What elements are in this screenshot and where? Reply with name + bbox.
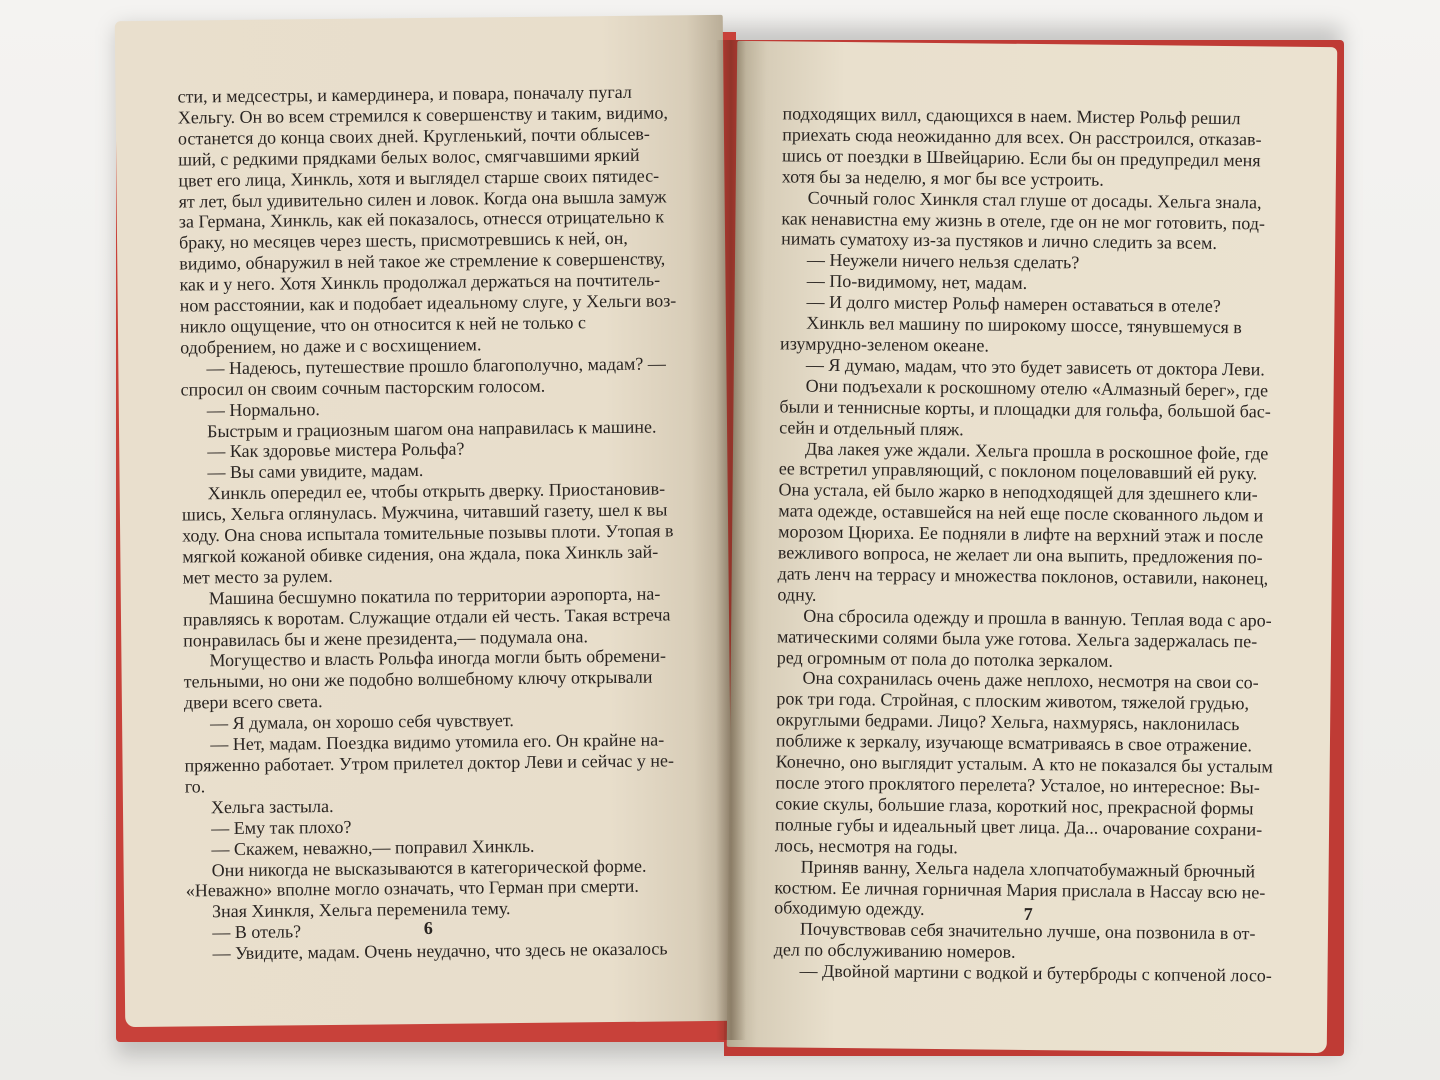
text-line: приехать сюда неожиданно для всех. Он расстроился, отказав- [782, 124, 1262, 150]
text-line: нимать суматоху из-за пустяков и лично следить за всем. [781, 228, 1218, 254]
text-line: сейн и отдельный пляж. [779, 416, 964, 439]
text-line: как и у него. Хотя Хинкль продолжал держаться на почтитель- [179, 269, 661, 295]
text-line: Хельга застыла. [210, 795, 334, 818]
text-line: Она устала, ей было жарко в неподходящей для здешнего кли- [778, 479, 1258, 505]
text-line: обходимую одежду. [774, 897, 925, 920]
text-line: вежливого вопроса, не желает ли она выпить, предложения по- [777, 542, 1263, 568]
text-line: ном расстоянии, как и подобает идеальному слуге, у Хельги воз- [179, 290, 677, 316]
right-page-number: 7 [1023, 903, 1033, 925]
text-line: Почувствовав себя значительно лучше, она позвонила в от- [799, 918, 1256, 944]
text-line: — Увидите, мадам. Очень неудачно, что здесь не оказалось [212, 938, 668, 964]
text-line: Она сбросила одежду и прошла в ванную. Теплая вода с аро- [803, 605, 1272, 631]
text-line: за Германа, Хинкль, как ей показалось, отнесся отрицательно к [178, 206, 665, 232]
text-line: го. [184, 776, 206, 797]
text-line: были и теннисные корты, и площадки для гольфа, большой бас- [779, 396, 1271, 422]
text-line: хотя бы за неделю, я мог бы все устроить. [781, 166, 1104, 190]
text-line: — В отель? [212, 921, 302, 943]
text-line: одну. [777, 584, 817, 605]
text-line: Зная Хинкля, Хельга переменила тему. [211, 898, 511, 922]
text-line: Хинкль вел машину по широкому шоссе, тянувшемуся в [806, 312, 1242, 338]
text-line: поближе к зеркалу, изучающе всматриваясь в свое отражение. [775, 730, 1253, 756]
text-line: Хинкль опередил ее, чтобы открыть дверку. Приостановив- [207, 478, 666, 504]
text-line: Они подъехали к роскошному отелю «Алмазный берег», где [805, 375, 1269, 401]
text-line: костюм. Ее личная горничная Мария прислала в Нассау всю не- [774, 876, 1266, 902]
text-line: тельными, но они же подобно волшебному ключу открывали [183, 666, 653, 692]
text-line: округлыми бедрами. Лицо? Хельга, нахмурясь, наклонилась [776, 709, 1240, 735]
text-line: Два лакея уже ждали. Хельга прошла в роскошное фойе, где [804, 438, 1269, 463]
text-line: ший, с редкими прядками белых волос, смягчавшими яркий [178, 144, 640, 170]
text-line: шись, Хельга оглянулась. Мужчина, читавший газету, шел к вы [181, 499, 668, 525]
text-line: видимо, обнаружил в ней такое же стремление к совершенству, [179, 248, 666, 274]
text-line: — Ему так плохо? [211, 816, 352, 838]
text-line: одобрением, но даже и с восхищением. [180, 334, 482, 358]
text-line: браку, но месяцев через шесть, присмотревшись к ней, он, [178, 228, 628, 253]
text-line: ят лет, был удивительно силен и ловок. Когда она вышла замуж [178, 185, 667, 212]
text-line: никло ощущение, что он относится к ней не только с [179, 312, 587, 337]
left-page-text [177, 81, 696, 964]
text-line: цвет его лица, Хинкль, хотя и выглядел старше своих пятидес- [178, 165, 660, 191]
text-line: ее встретил управляющий, с поклоном поцеловавший ей руку. [778, 458, 1258, 484]
text-line: — Вы сами увидите, мадам. [207, 460, 424, 483]
text-line: Машина бесшумно покатила по территории аэропорта, на- [208, 583, 661, 609]
text-line: — Нет, мадам. Поездка видимо утомила его. Он крайне на- [210, 729, 665, 755]
text-line: спросил он своим сочным пасторским голосом. [180, 375, 546, 400]
text-line: — Неужели ничего нельзя сделать? [806, 249, 1080, 273]
text-line: мет место за рулем. [182, 565, 333, 588]
text-line: — Скажем, неважно,— поправил Хинкль. [211, 835, 535, 859]
text-line: Приняв ванну, Хельга надела хлопчатобумажный брючный [800, 856, 1256, 881]
text-line: шись от поездки в Швейцарию. Если бы он предупредил меня [781, 145, 1261, 171]
text-line: — Я думаю, мадам, что это будет зависеть от доктора Леви. [805, 354, 1265, 380]
text-line: двери всего света. [183, 691, 323, 713]
text-line: мата одежде, оставшейся на ней еще после скованного льдом и [778, 500, 1264, 526]
text-line: Она сохранилась очень даже неплохо, несмотря на свои со- [802, 668, 1259, 693]
text-line: — Я думала, он хорошо себя чувствует. [210, 710, 514, 734]
text-line: изумрудно-зеленом океане. [780, 333, 990, 356]
text-line: — И долго мистер Рольф намерен оставаться в отеле? [806, 291, 1221, 317]
text-line: понравилась бы и жене президента,— подумала она. [183, 625, 589, 651]
text-line: дать ленч на террасу и множества поклонов, оставили, наконец, [777, 563, 1269, 589]
text-line: останется до конца своих дней. Кругленький, почти облысев- [177, 123, 650, 149]
text-line: «Неважно» вполне могло означать, что Герман при смерти. [185, 876, 639, 901]
book-gutter [716, 40, 746, 1040]
text-line: пряженно работает. Утром прилетел доктор Леви и сейчас у не- [184, 750, 675, 776]
text-line: правляясь к воротам. Служащие отдали ей честь. Такая встреча [182, 604, 671, 630]
text-line: Хельгу. Он во всем стремился к совершенству и таким, видимо, [177, 102, 669, 128]
text-line: — Надеюсь, путешествие прошло благополучно, мадам? — [206, 353, 666, 379]
text-line: Конечно, оно выглядит усталым. А кто не показался бы усталым [775, 751, 1273, 777]
text-line: рок три года. Стройная, с плоским животом, тяжелой грудью, [776, 688, 1250, 714]
text-line: мягкой кожаной обивке сидения, она ждала, пока Хинкль зай- [182, 541, 659, 567]
text-line: после этого проклятого перелета? Усталое, но интересное: Вы- [775, 772, 1260, 798]
text-line: — Как здоровье мистера Рольфа? [207, 438, 465, 462]
text-line: — Нормально. [206, 398, 320, 420]
text-line: ходу. Она снова испытала томительные позывы плоти. Утопая в [182, 520, 674, 546]
text-line: сти, и медсестры, и камердинера, и повара, поначалу пугал [177, 81, 632, 107]
right-page-text [773, 103, 1298, 986]
text-line: сокие скулы, большие глаза, короткий нос, прекрасной формы [775, 793, 1254, 819]
text-line: морозом Цюриха. Ее подняли в лифте на верхний этаж и после [778, 521, 1264, 547]
text-line: полные губы и идеальный цвет лица. Да... очарование сохрани- [774, 814, 1263, 840]
text-line: матическими солями была уже готова. Хельга задержалась пе- [776, 625, 1258, 652]
left-page-number: 6 [423, 917, 433, 939]
text-line: Сочный голос Хинкля стал глуше от досады. Хельга знала, [807, 187, 1262, 213]
text-line: Могущество и власть Рольфа иногда могли быть обремени- [209, 645, 667, 671]
text-line: Они никогда не высказываются в категорической форме. [211, 855, 647, 880]
text-line: Быстрым и грациозным шагом она направилась к машине. [206, 416, 657, 441]
text-line: лось, несмотря на годы. [774, 835, 958, 857]
right-page [727, 41, 1338, 1053]
text-line: — По-видимому, нет, мадам. [806, 270, 1028, 294]
text-line: как ненавистна ему жизнь в отеле, где он не мог готовить, под- [781, 207, 1266, 233]
text-line: подходящих вилл, сдающихся в наем. Мистер Рольф решил [782, 103, 1241, 129]
left-page [115, 15, 734, 1027]
text-line: ред огромным от пола до потолка зеркалом. [776, 646, 1114, 671]
text-line: — Двойной мартини с водкой и бутерброды с копченой лосо- [799, 960, 1272, 986]
text-line: дел по обслуживанию номеров. [773, 939, 1016, 963]
